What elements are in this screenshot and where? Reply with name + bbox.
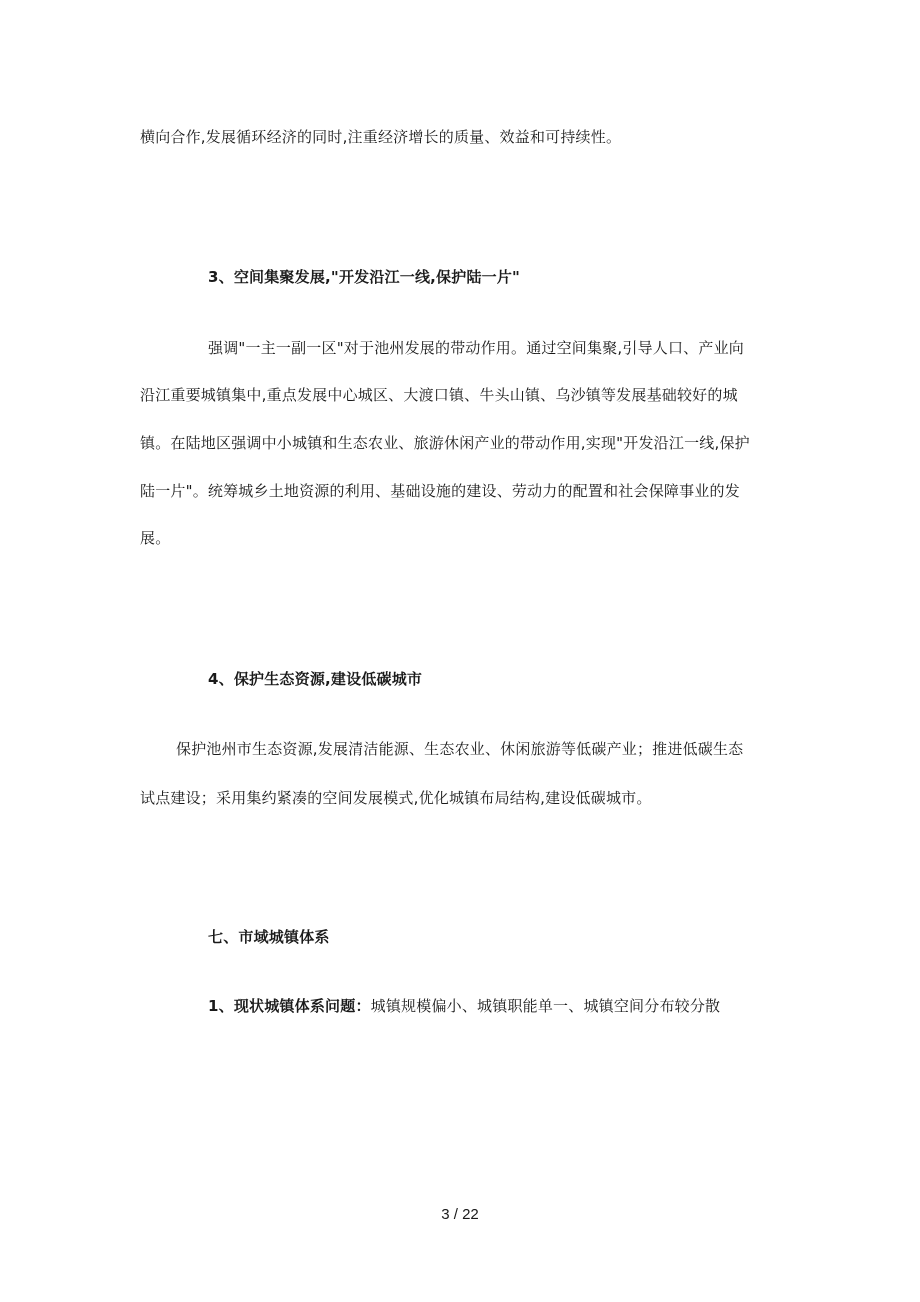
- paragraph-line: 强调"一主一副一区"对于池州发展的带动作用。通过空间集聚,引导人口、产业向: [208, 339, 744, 357]
- chapter-heading-7: 七、市域城镇体系: [208, 928, 330, 946]
- paragraph-line: 保护池州市生态资源,发展清洁能源、生态农业、休闲旅游等低碳产业；推进低碳生态: [176, 740, 744, 758]
- page-number: 3: [441, 1206, 450, 1223]
- subsection-label: 1、现状城镇体系问题：: [208, 997, 371, 1015]
- page-total: 22: [462, 1206, 479, 1223]
- page-separator: /: [449, 1206, 463, 1223]
- paragraph-line: 沿江重要城镇集中,重点发展中心城区、大渡口镇、牛头山镇、乌沙镇等发展基础较好的城: [140, 386, 738, 404]
- subsection-text: 城镇规模偏小、城镇职能单一、城镇空间分布较分散: [370, 997, 721, 1015]
- paragraph-line: 横向合作,发展循环经济的同时,注重经济增长的质量、效益和可持续性。: [140, 128, 622, 146]
- section-heading-3: 3、空间集聚发展,"开发沿江一线,保护陆一片": [208, 268, 521, 286]
- section-heading-4: 4、保护生态资源,建设低碳城市: [208, 670, 423, 688]
- paragraph-line: 试点建设；采用集约紧凑的空间发展模式,优化城镇布局结构,建设低碳城市。: [140, 789, 652, 807]
- subsection-line-1: [208, 996, 720, 1016]
- paragraph-line: 陆一片"。统筹城乡土地资源的利用、基础设施的建设、劳动力的配置和社会保障事业的发: [140, 482, 740, 500]
- paragraph-line: 镇。在陆地区强调中小城镇和生态农业、旅游休闲产业的带动作用,实现"开发沿江一线,保护: [140, 434, 750, 452]
- paragraph-line: 展。: [140, 529, 171, 547]
- page-footer: [0, 1205, 920, 1225]
